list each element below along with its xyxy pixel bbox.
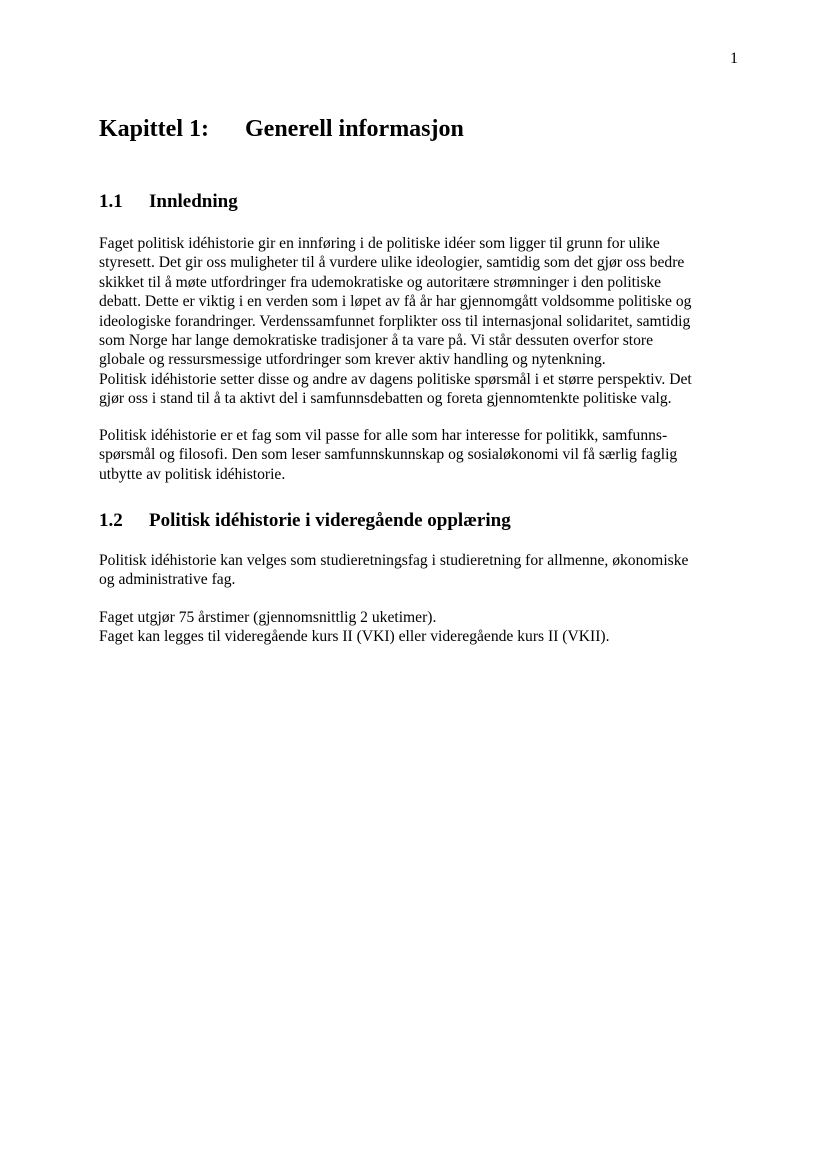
text-line: Faget politisk idéhistorie gir en innføring i de politiske idéer som ligger til grunn for ulike [99, 235, 660, 252]
paragraph [99, 234, 692, 409]
text-line: ideologiske forandringer. Verdenssamfunnet forplikter oss til internasjonal solidaritet, samtidig [99, 312, 691, 330]
text-line: skikket til å møte utfordringer fra udemokratiske og autoritære strømninger i den politiske [99, 273, 662, 291]
text-line: styresett. Det gir oss muligheter til å vurdere ulike ideologier, samtidig som det gjør oss bedre [99, 254, 685, 272]
text-line: som Norge har lange demokratiske tradisjoner å ta vare på. Vi står dessuten overfor store [99, 332, 654, 350]
text-line: utbytte av politisk idéhistorie. [99, 465, 286, 483]
text-line: gjør oss i stand til å ta aktivt del i samfunnsdebatten og foreta gjennomtenkte politiske valg. [99, 390, 672, 408]
chapter-title-text: Generell informasjon [245, 116, 464, 142]
paragraph [99, 426, 677, 484]
section-number: 1.1 [99, 191, 123, 212]
text-line: Politisk idéhistorie setter disse og andre av dagens politiske spørsmål i et større perspektiv. Det [99, 370, 692, 388]
text-line: spørsmål og filosofi. Den som leser samfunnskunnskap og sosialøkonomi vil få særlig faglig [99, 446, 678, 464]
paragraph [99, 551, 688, 590]
paragraph [99, 608, 609, 647]
text-line: Politisk idéhistorie kan velges som studieretningsfag i studieretning for allmenne, økonomiske [99, 552, 689, 569]
section-heading-1-1 [99, 191, 238, 213]
chapter-number: Kapittel 1: [99, 116, 209, 142]
text-line: Politisk idéhistorie er et fag som vil passe for alle som har interesse for politikk, samfunns- [99, 427, 668, 444]
text-line: og administrative fag. [99, 571, 236, 589]
chapter-title [99, 116, 464, 143]
text-line: globale og ressursmessige utfordringer som krever aktiv handling og nytenkning. [99, 351, 606, 369]
section-title: Politisk idéhistorie i videregående opplæring [149, 510, 511, 531]
text-line: Faget kan legges til videregående kurs II (VKI) eller videregående kurs II (VKII). [99, 628, 610, 646]
text-line: Faget utgjør 75 årstimer (gjennomsnittlig 2 uketimer). [99, 609, 437, 626]
section-number: 1.2 [99, 510, 123, 531]
text-line: debatt. Dette er viktig i en verden som i løpet av få år har gjennomgått voldsomme politiske og [99, 293, 692, 311]
section-title: Innledning [149, 191, 238, 212]
page-number: 1 [730, 50, 738, 67]
section-heading-1-2 [99, 510, 511, 532]
